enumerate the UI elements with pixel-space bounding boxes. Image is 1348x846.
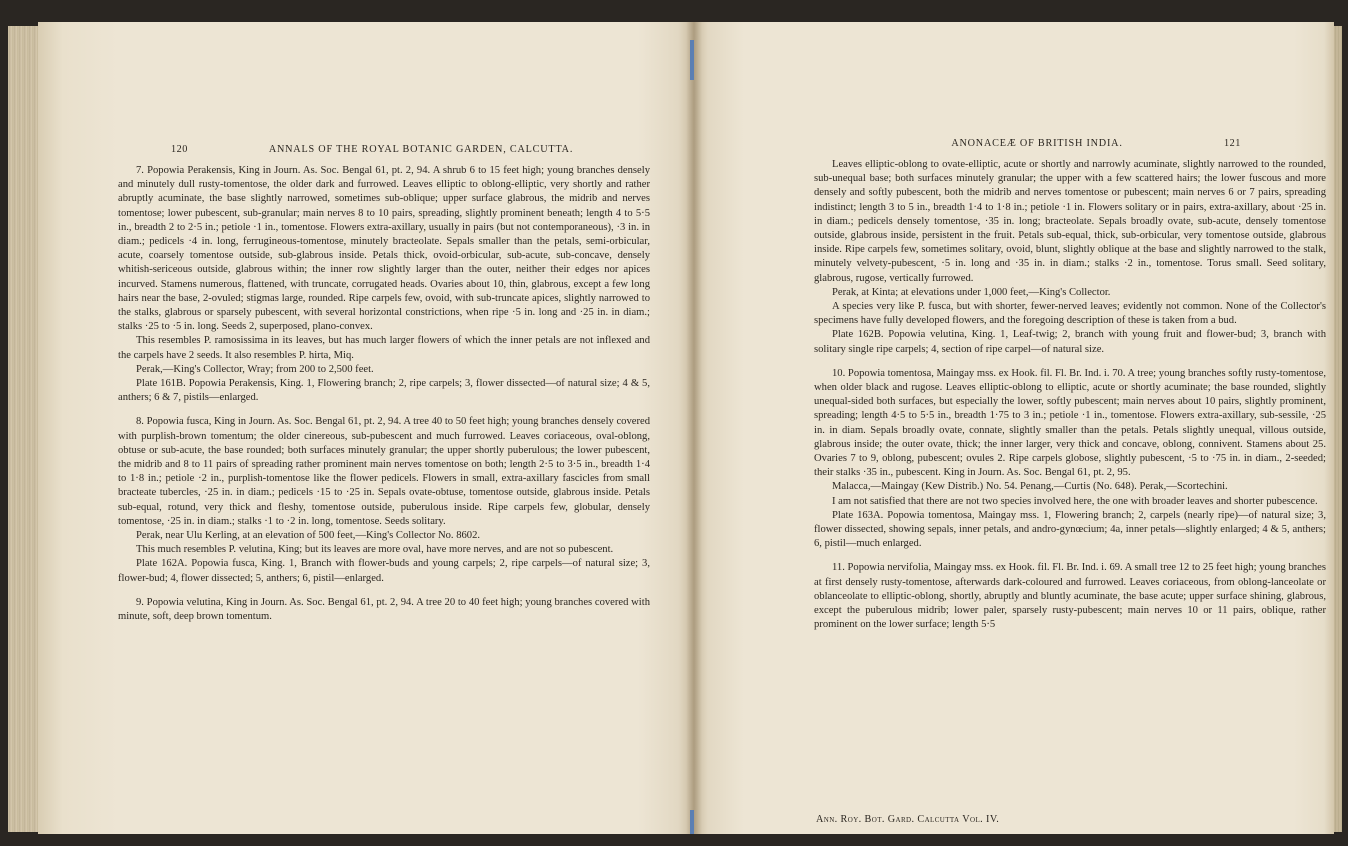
page-footer: Ann. Roy. Bot. Gard. Calcutta Vol. IV.	[816, 814, 1000, 825]
running-head-right: ANONACEÆ OF BRITISH INDIA.	[951, 138, 1123, 149]
binding-strip	[690, 40, 694, 80]
left-page	[38, 22, 694, 834]
page-number-left: 120	[171, 144, 188, 155]
paragraph: 7. Popowia Perakensis, King in Journ. As. Soc. Bengal 61, pt. 2, 94. A shrub 6 to 15 feet high; young branches densely and minutely dull rusty-tomentose, the older dark and furrowed. Leaves elliptic to oblong-elliptic, very shortly and rather abruptly acuminate, the base slightly narrowed, sometimes sub-oblique; upper surface glabrous, the midrib and nerves tomentose; lower pubescent, sub-granular; main nerves 8 to 10 pairs, spreading, slightly prominent beneath; length 4 to 5·5 in., breadth 2 to 2·5 in.; petiole ·1 in., tomentose. Flowers extra-axillary, usually in pairs (but not contemporaneous), ·3 in. in diam.; pedicels ·4 in. long, ferrugineous-tomentose, minutely bracteolate. Sepals smaller than the petals, semi-orbicular, acute, coarsely tomentose outside, sub-glabrous inside. Petals thick, ovoid-orbicular, sub-acute, sub-concave, densely whitish-sericeous outside, glabrous within; the inner row slightly larger than the outer, neither their edges nor apices incurved. Stamens numerous, flattened, with truncate, corrugated heads. Ovaries about 10, thin, glabrous, except a few long hairs near the base, 2-ovuled; stigmas large, rounded. Ripe carpels few, ovoid, with sub-truncate apices, slightly narrowed to the stalks, glabrous or sparsely pubescent, with several horizontal constrictions, when ripe ·5 in. long and ·25 in. in diam.; stalks ·25 to ·5 in. long. Seeds 2, superposed, plano-convex.	[118, 165, 650, 333]
binding-strip	[690, 810, 694, 834]
paragraph: Perak,—King's Collector, Wray; from 200 to 2,500 feet.	[136, 363, 374, 375]
right-page-edges	[1334, 26, 1342, 832]
paragraph: 9. Popowia velutina, King in Journ. As. Soc. Bengal 61, pt. 2, 94. A tree 20 to 40 feet high; young branches covered with minute, soft, deep brown tomentum.	[118, 596, 650, 623]
paragraph: This resembles P. ramosissima in its leaves, but has much larger flowers of which the inner petals are not inflexed and the carpels have 2 seeds. It also resembles P. hirta, Miq.	[118, 335, 650, 361]
paragraph: This much resembles P. velutina, King; but its leaves are more oval, have more nerves, and are not so pubescent.	[136, 544, 614, 556]
paragraph: I am not satisfied that there are not two species involved here, the one with broader leaves and shorter pubescence.	[832, 495, 1318, 507]
paragraph: 11. Popowia nervifolia, Maingay mss. ex Hook. fil. Fl. Br. Ind. i. 69. A small tree 12 to 25 feet high; young branches at first densely rusty-tomentose, afterwards dark-coloured and furrowed. Leaves coriaceous, from oblong-lanceolate or oblanceolate to elliptic-oblong, shortly, abruptly and bluntly acuminate, the base acute; upper surface shining, glabrous, except the puberulous midrib; lower paler, sparsely rusty-pubescent; main nerves 10 or 11 pairs, oblique, rather prominent on the lower surface; length 5·5	[814, 562, 1326, 631]
paragraph: Plate 162B. Popowia velutina, King. 1, Leaf-twig; 2, branch with young fruit and flower-bud; 3, branch with solitary single ripe carpels; 4, section of ripe carpel—of natural size.	[814, 329, 1326, 355]
left-page-body	[118, 164, 650, 624]
running-head-left: ANNALS OF THE ROYAL BOTANIC GARDEN, CALCUTTA.	[268, 144, 574, 155]
paragraph: Perak, near Ulu Kerling, at an elevation of 500 feet,—King's Collector No. 8602.	[136, 530, 481, 542]
right-page-body	[814, 158, 1326, 633]
paragraph: A species very like P. fusca, but with shorter, fewer-nerved leaves; evidently not common. None of the Collector's specimens have fully developed flowers, and the foregoing description of these is taken from a bud.	[814, 301, 1326, 327]
paragraph: Plate 162A. Popowia fusca, King. 1, Branch with flower-buds and young carpels; 2, ripe carpels—of natural size; 3, flower-bud; 4, flower dissected; 5, anthers; 6, pistil—enlarged.	[118, 558, 650, 584]
paragraph: Malacca,—Maingay (Kew Distrib.) No. 54. Penang,—Curtis (No. 648). Perak,—Scortechini.	[832, 481, 1228, 493]
book-gutter	[686, 22, 702, 834]
paragraph: Perak, at Kinta; at elevations under 1,000 feet,—King's Collector.	[832, 286, 1111, 298]
paragraph: Leaves elliptic-oblong to ovate-elliptic, acute or shortly and narrowly acuminate, slightly narrowed to the rounded, sub-unequal base; both surfaces minutely granular; the upper with a few scattered hairs; the lower fuscous and more densely and softly pubescent, both the midrib and nerves tomentose or pubescent; main nerves 6 or 7 pairs, spreading indistinct; length 3 to 5 in., breadth 1·4 to 1·8 in.; petiole ·1 in. Flowers solitary or in pairs, extra-axillary, about ·25 in. in diam.; pedicels densely tomentose, ·35 in. long; bracteolate. Sepals broadly ovate, sub-acute, densely tomentose outside, glabrous inside, persistent in the fruit. Petals sub-equal, thick, sub-orbicular, very tomentose outside, glabrous inside. Ripe carpels few, sometimes solitary, ovoid, blunt, slightly oblique at the base and slightly narrowed to the stalk, minutely velvety-pubescent, ·5 in. long and ·35 in. in diam.; stalks ·2 in., tomentose. Torus small. Seed solitary, glabrous, rugose, vertically furrowed.	[814, 159, 1326, 284]
paragraph: Plate 163A. Popowia tomentosa, Maingay mss. 1, Flowering branch; 2, carpels (nearly ripe)—of natural size; 3, flower dissected, showing sepals, inner petals, and andro-gynœcium; 4a, inner petals—slightly enlarged; 4 & 5, anthers; 6, pistil—much enlarged.	[814, 509, 1326, 550]
paragraph: 8. Popowia fusca, King in Journ. As. Soc. Bengal 61, pt. 2, 94. A tree 40 to 50 feet high; young branches densely covered with purplish-brown tomentum; the older cinereous, sub-pubescent and much furrowed. Leaves coriaceous, oval-oblong, obtuse or sub-acute, the base rounded; both surfaces minutely granular; the upper shortly puberulous; the lower pubescent, the midrib and 8 to 11 pairs of spreading rather prominent main nerves tomentose on both; length 2·5 to 3·5 in., breadth 1·4 to 1·8 in.; petiole ·2 in., purplish-tomentose like the flower pedicels. Flowers in small, extra-axillary fascicles from small bracteate tubercles, ·25 in. in diam.; pedicels ·15 to ·25 in. Sepals ovate-obtuse, tomentose outside, glabrous inside. Petals sub-equal, rotund, very thick and fleshy, tomentose outside, puberulous inside. Ripe carpels few, globular, densely tomentose, ·25 in. in diam.; stalks ·1 to ·2 in. long, tomentose. Seeds solitary.	[118, 416, 650, 527]
page-number-right: 121	[1224, 138, 1241, 149]
paragraph: 10. Popowia tomentosa, Maingay mss. ex Hook. fil. Fl. Br. Ind. i. 70. A tree; young branches softly rusty-tomentose, when older black and rugose. Leaves elliptic-oblong to elliptic, acute or shortly acuminate; the base rounded, slightly unequal-sided both surfaces, but especially the lower, softly pubescent; main nerves about 10 pairs, slightly prominent, spreading; length 4·5 to 5·5 in., breadth 1·75 to 3 in.; petiole ·1 in., tomentose. Flowers extra-axillary, sub-sessile, ·25 in. in diam. Sepals broadly ovate, connate, slightly smaller than the petals. Petals slightly unequal, villous outside, glabrous inside; the outer ovate, thick; the inner larger, very thick and concave, oblong, connivent. Stamens about 25. Ovaries 7 to 9, oblong, pubescent; ovules 2. Ripe carpels globose, slightly pubescent, ·5 to ·75 in. in diam., 2-seeded; their stalks ·35 in., pubescent. King in Journ. As. Soc. Bengal 61, pt. 2, 95.	[814, 367, 1326, 479]
paragraph: Plate 161B. Popowia Perakensis, King. 1, Flowering branch; 2, ripe carpels; 3, flower dissected—of natural size; 4 & 5, anthers; 6 & 7, pistils—enlarged.	[118, 378, 650, 404]
left-page-edges	[8, 26, 38, 832]
right-page	[694, 22, 1334, 834]
